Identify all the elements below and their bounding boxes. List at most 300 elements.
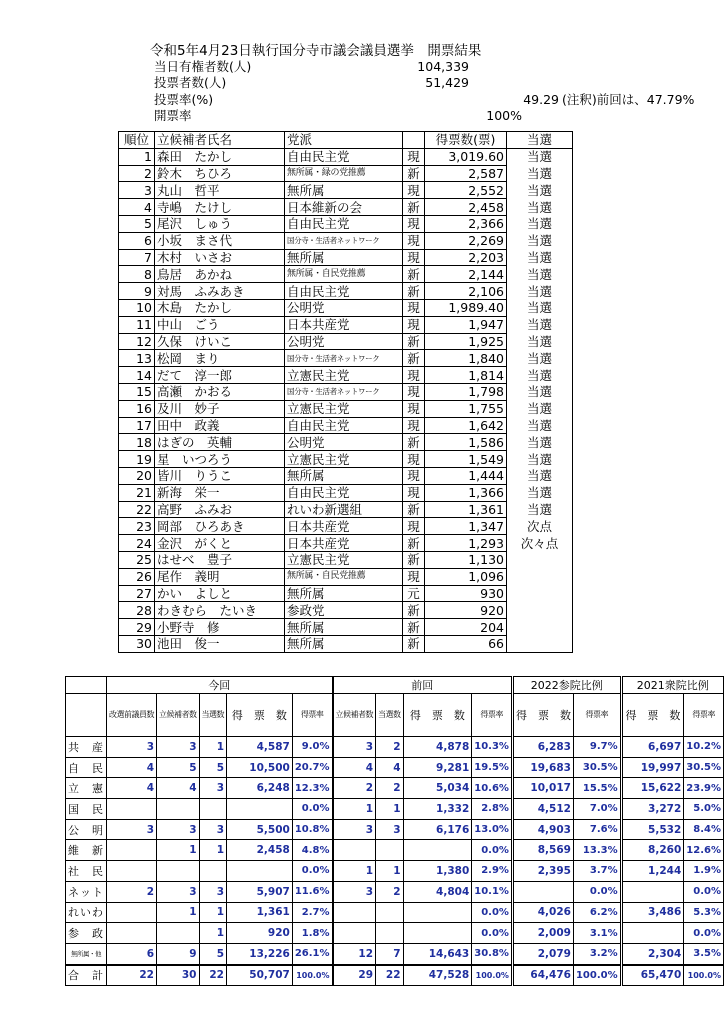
candidate-row (119, 182, 573, 199)
previous-candidates (333, 840, 376, 861)
candidate-rank: 12 (119, 333, 155, 350)
party-label: 維 新 (66, 840, 107, 861)
previous-votes: 4,878 (403, 737, 472, 758)
candidate-row (119, 400, 573, 417)
upper-2022-votes: 2,009 (512, 923, 573, 944)
current-votes: 4,587 (227, 737, 293, 758)
summary-line-voters (154, 59, 574, 75)
candidate-party: れいわ新選組 (285, 501, 403, 518)
party-label: 自 民 (66, 757, 107, 778)
sub-header-text: 得票率 (480, 710, 503, 719)
candidate-votes: 204 (425, 619, 507, 636)
upper-2022-votes: 2,395 (512, 861, 573, 882)
party-summary-row (66, 943, 724, 964)
upper-2022-rate: 7.0% (573, 799, 621, 820)
candidate-status: 現 (403, 182, 425, 199)
sub-header-text: 得票率 (692, 710, 715, 719)
candidate-votes: 2,144 (425, 266, 507, 283)
party-label: 公 明 (66, 819, 107, 840)
candidate-status: 新 (403, 551, 425, 568)
previous-vote-rate: 0.0% (472, 840, 513, 861)
current-elected (199, 799, 227, 820)
current-votes (227, 861, 293, 882)
candidate-votes: 2,552 (425, 182, 507, 199)
current-candidates: 3 (157, 881, 200, 902)
corner-cell (66, 694, 107, 737)
candidate-rank: 11 (119, 316, 155, 333)
current-votes (227, 799, 293, 820)
current-elected: 1 (199, 840, 227, 861)
candidate-status: 現 (403, 568, 425, 585)
candidate-votes: 2,587 (425, 165, 507, 182)
candidate-party: 参政党 (285, 602, 403, 619)
candidate-rank: 3 (119, 182, 155, 199)
previous-votes: 9,281 (403, 757, 472, 778)
candidate-votes: 2,366 (425, 215, 507, 232)
previous-candidates: 29 (333, 965, 376, 986)
summary-label: 当日有権者数(人) (154, 59, 252, 74)
candidate-status: 新 (403, 602, 425, 619)
previous-candidates: 3 (333, 819, 376, 840)
candidate-results-table (118, 131, 573, 653)
lower-2021-rate: 12.6% (684, 840, 724, 861)
candidate-status: 新 (403, 350, 425, 367)
candidate-name: 松岡 まり (155, 350, 285, 367)
lower-2021-votes: 2,304 (621, 943, 684, 964)
candidate-result: 当選 (507, 215, 573, 232)
report-header (0, 0, 724, 130)
candidate-rank: 2 (119, 165, 155, 182)
candidate-party: 日本共産党 (285, 535, 403, 552)
candidate-name: はせべ 豊子 (155, 551, 285, 568)
summary-line-turnout-count (154, 75, 574, 91)
lower-2021-votes: 19,997 (621, 757, 684, 778)
candidate-row (119, 417, 573, 434)
current-pre-election-seats: 22 (107, 965, 157, 986)
candidate-name: 皆川 りうこ (155, 467, 285, 484)
party-summary-row (66, 902, 724, 923)
lower-2021-rate: 8.4% (684, 819, 724, 840)
candidate-rank: 29 (119, 619, 155, 636)
candidate-row (119, 518, 573, 535)
previous-votes: 4,804 (403, 881, 472, 902)
upper-2022-rate: 15.5% (573, 778, 621, 799)
candidate-result (507, 551, 573, 568)
candidate-rank: 24 (119, 535, 155, 552)
current-votes: 50,707 (227, 965, 293, 986)
candidate-status: 現 (403, 232, 425, 249)
candidate-row (119, 367, 573, 384)
upper-2022-votes: 4,512 (512, 799, 573, 820)
candidate-row (119, 215, 573, 232)
current-vote-rate: 9.0% (292, 737, 332, 758)
previous-elected (376, 902, 404, 923)
upper-2022-votes: 10,017 (512, 778, 573, 799)
candidate-row (119, 568, 573, 585)
current-candidates: 1 (157, 840, 200, 861)
candidate-status: 現 (403, 215, 425, 232)
candidate-row (119, 585, 573, 602)
lower-2021-rate: 100.0% (684, 965, 724, 986)
candidate-rank: 16 (119, 400, 155, 417)
previous-elected (376, 840, 404, 861)
summary-label: 開票率 (154, 108, 192, 123)
previous-elected (376, 923, 404, 944)
upper-2022-rate: 9.7% (573, 737, 621, 758)
summary-note: (注釈)前回は、47.79% (562, 92, 695, 107)
candidate-row (119, 383, 573, 400)
candidate-party: 無所属 (285, 635, 403, 652)
sub-header-text: 改選前議員数 (109, 710, 154, 719)
candidate-status: 新 (403, 333, 425, 350)
candidate-result (507, 635, 573, 652)
previous-votes (403, 923, 472, 944)
current-elected: 5 (199, 943, 227, 964)
upper-2022-votes: 8,569 (512, 840, 573, 861)
current-vote-rate: 26.1% (292, 943, 332, 964)
current-candidates: 4 (157, 778, 200, 799)
previous-elected: 7 (376, 943, 404, 964)
previous-vote-rate: 100.0% (472, 965, 513, 986)
current-elected: 22 (199, 965, 227, 986)
summary-value: 104,339 (417, 59, 469, 74)
candidate-votes: 2,269 (425, 232, 507, 249)
candidate-name: 小野寺 修 (155, 619, 285, 636)
candidate-row (119, 333, 573, 350)
current-votes: 10,500 (227, 757, 293, 778)
candidate-result: 当選 (507, 182, 573, 199)
previous-candidates: 2 (333, 778, 376, 799)
sub-header-candidates (157, 694, 200, 737)
candidate-row (119, 501, 573, 518)
group-header-previous: 前回 (333, 677, 513, 694)
party-summary-row (66, 778, 724, 799)
candidate-name: 新海 栄一 (155, 484, 285, 501)
candidate-votes: 1,798 (425, 383, 507, 400)
candidate-status: 現 (403, 316, 425, 333)
candidate-status: 新 (403, 266, 425, 283)
current-vote-rate: 4.8% (292, 840, 332, 861)
sub-header-2022-rate (573, 694, 621, 737)
candidate-row (119, 316, 573, 333)
current-pre-election-seats: 6 (107, 943, 157, 964)
column-header-name: 立候補者氏名 (155, 132, 285, 149)
candidate-name: 対馬 ふみあき (155, 283, 285, 300)
candidate-name: 尾作 義明 (155, 568, 285, 585)
candidate-votes: 1,549 (425, 451, 507, 468)
candidate-status: 新 (403, 635, 425, 652)
lower-2021-rate: 0.0% (684, 881, 724, 902)
previous-votes: 14,643 (403, 943, 472, 964)
candidate-party: 立憲民主党 (285, 451, 403, 468)
sub-header-text: 得票率 (300, 710, 324, 719)
current-pre-election-seats (107, 861, 157, 882)
candidate-votes: 3,019.60 (425, 148, 507, 165)
candidate-row (119, 551, 573, 568)
candidate-result (507, 602, 573, 619)
candidate-party: 公明党 (285, 434, 403, 451)
previous-votes (403, 840, 472, 861)
candidate-row (119, 434, 573, 451)
lower-2021-votes: 8,260 (621, 840, 684, 861)
candidate-rank: 13 (119, 350, 155, 367)
candidate-name: 星 いつろう (155, 451, 285, 468)
candidate-name: 久保 けいこ (155, 333, 285, 350)
current-vote-rate: 0.0% (292, 799, 332, 820)
candidate-row (119, 484, 573, 501)
candidate-votes: 1,130 (425, 551, 507, 568)
previous-candidates: 1 (333, 799, 376, 820)
candidate-party: 日本共産党 (285, 518, 403, 535)
previous-vote-rate: 2.9% (472, 861, 513, 882)
sub-header-text: 当選数 (201, 710, 224, 719)
candidate-rank: 21 (119, 484, 155, 501)
candidate-party: 立憲民主党 (285, 551, 403, 568)
party-summary-row (66, 923, 724, 944)
candidate-party: 自由民主党 (285, 215, 403, 232)
candidate-votes: 920 (425, 602, 507, 619)
candidate-row (119, 635, 573, 652)
previous-candidates (333, 902, 376, 923)
candidate-result (507, 568, 573, 585)
current-pre-election-seats: 3 (107, 737, 157, 758)
sub-header-text: 立候補者数 (335, 710, 374, 719)
party-summary-row (66, 737, 724, 758)
summary-label: 投票者数(人) (154, 75, 227, 90)
candidate-status: 現 (403, 417, 425, 434)
candidate-row (119, 535, 573, 552)
current-pre-election-seats (107, 840, 157, 861)
party-label: 立 憲 (66, 778, 107, 799)
party-summary-table (65, 676, 724, 986)
candidate-status: 新 (403, 501, 425, 518)
previous-elected: 2 (376, 737, 404, 758)
lower-2021-votes: 15,622 (621, 778, 684, 799)
candidate-name: はぎの 英輔 (155, 434, 285, 451)
candidate-row (119, 266, 573, 283)
candidate-rank: 5 (119, 215, 155, 232)
candidate-row (119, 467, 573, 484)
current-elected: 3 (199, 819, 227, 840)
current-pre-election-seats (107, 923, 157, 944)
current-vote-rate: 20.7% (292, 757, 332, 778)
candidate-votes: 1,989.40 (425, 299, 507, 316)
group-header-2021-lower: 2021衆院比例 (621, 677, 723, 694)
candidate-rank: 27 (119, 585, 155, 602)
previous-candidates: 3 (333, 737, 376, 758)
candidate-result: 次点 (507, 518, 573, 535)
current-elected: 3 (199, 778, 227, 799)
upper-2022-rate: 6.2% (573, 902, 621, 923)
summary-line-count-rate (154, 108, 574, 124)
party-summary-row (66, 881, 724, 902)
candidate-status: 現 (403, 148, 425, 165)
lower-2021-votes: 65,470 (621, 965, 684, 986)
report-title: 令和5年4月23日執行国分寺市議会議員選挙 開票結果 (150, 43, 482, 59)
group-header-2022-upper: 2022参院比例 (512, 677, 621, 694)
sub-header-2021-rate (684, 694, 724, 737)
candidate-votes: 2,458 (425, 199, 507, 216)
previous-votes (403, 902, 472, 923)
current-pre-election-seats (107, 902, 157, 923)
candidate-name: 寺嶋 たけし (155, 199, 285, 216)
upper-2022-rate: 3.7% (573, 861, 621, 882)
candidate-name: 森田 たかし (155, 148, 285, 165)
previous-elected: 22 (376, 965, 404, 986)
candidate-party: 国分寺・生活者ネットワーク (285, 232, 403, 249)
current-vote-rate: 100.0% (292, 965, 332, 986)
previous-candidates: 4 (333, 757, 376, 778)
candidate-result (507, 619, 573, 636)
candidate-row (119, 165, 573, 182)
candidate-result: 当選 (507, 400, 573, 417)
lower-2021-votes: 1,244 (621, 861, 684, 882)
candidate-votes: 1,814 (425, 367, 507, 384)
sub-header-rate (292, 694, 332, 737)
column-header-votes: 得票数(票) (425, 132, 507, 149)
candidate-party: 無所属・自民党推薦 (285, 266, 403, 283)
candidate-result: 当選 (507, 283, 573, 300)
party-summary-row (66, 799, 724, 820)
candidate-name: 木島 たかし (155, 299, 285, 316)
sub-header-2022-votes: 得 票 数 (512, 694, 573, 737)
candidate-result: 当選 (507, 350, 573, 367)
candidate-votes: 930 (425, 585, 507, 602)
current-elected: 3 (199, 881, 227, 902)
candidate-status: 現 (403, 400, 425, 417)
party-label: 国 民 (66, 799, 107, 820)
candidate-row (119, 148, 573, 165)
lower-2021-rate: 0.0% (684, 923, 724, 944)
previous-vote-rate: 2.8% (472, 799, 513, 820)
candidate-rank: 26 (119, 568, 155, 585)
previous-vote-rate: 13.0% (472, 819, 513, 840)
candidate-result: 当選 (507, 333, 573, 350)
candidate-party: 立憲民主党 (285, 367, 403, 384)
previous-candidates: 12 (333, 943, 376, 964)
party-label: 参 政 (66, 923, 107, 944)
current-vote-rate: 12.3% (292, 778, 332, 799)
candidate-party: 公明党 (285, 299, 403, 316)
current-candidates: 1 (157, 902, 200, 923)
candidate-votes: 1,347 (425, 518, 507, 535)
upper-2022-rate: 100.0% (573, 965, 621, 986)
candidate-party: 自由民主党 (285, 417, 403, 434)
lower-2021-votes: 5,532 (621, 819, 684, 840)
candidate-votes: 1,947 (425, 316, 507, 333)
candidate-row (119, 451, 573, 468)
candidate-party: 自由民主党 (285, 148, 403, 165)
candidate-status: 現 (403, 299, 425, 316)
upper-2022-votes (512, 881, 573, 902)
lower-2021-votes: 3,486 (621, 902, 684, 923)
sub-header-text: 得票率 (585, 710, 609, 719)
upper-2022-votes: 2,079 (512, 943, 573, 964)
candidate-votes: 1,840 (425, 350, 507, 367)
current-elected: 1 (199, 737, 227, 758)
candidate-result: 当選 (507, 148, 573, 165)
current-candidates: 5 (157, 757, 200, 778)
current-pre-election-seats: 3 (107, 819, 157, 840)
candidate-votes: 2,106 (425, 283, 507, 300)
lower-2021-rate: 30.5% (684, 757, 724, 778)
candidate-status: 新 (403, 199, 425, 216)
current-votes: 2,458 (227, 840, 293, 861)
candidate-party: 自由民主党 (285, 484, 403, 501)
candidate-name: 田中 政義 (155, 417, 285, 434)
candidate-status: 元 (403, 585, 425, 602)
candidate-result: 当選 (507, 299, 573, 316)
candidate-result (507, 585, 573, 602)
candidate-party: 国分寺・生活者ネットワーク (285, 383, 403, 400)
candidate-name: だて 淳一郎 (155, 367, 285, 384)
column-header-status (403, 132, 425, 149)
current-pre-election-seats: 4 (107, 757, 157, 778)
current-candidates (157, 861, 200, 882)
party-summary-row (66, 840, 724, 861)
previous-votes: 47,528 (403, 965, 472, 986)
candidate-name: 池田 俊一 (155, 635, 285, 652)
candidate-name: 小坂 まさ代 (155, 232, 285, 249)
previous-vote-rate: 19.5% (472, 757, 513, 778)
previous-elected: 1 (376, 799, 404, 820)
party-summary-row (66, 965, 724, 986)
sub-header-prev-rate (472, 694, 513, 737)
previous-votes: 5,034 (403, 778, 472, 799)
candidate-party: 無所属・緑の党推薦 (285, 165, 403, 182)
party-label: 合 計 (66, 965, 107, 986)
upper-2022-votes: 19,683 (512, 757, 573, 778)
lower-2021-rate: 23.9% (684, 778, 724, 799)
previous-vote-rate: 0.0% (472, 923, 513, 944)
party-summary-row (66, 819, 724, 840)
candidate-status: 現 (403, 451, 425, 468)
upper-2022-rate: 3.1% (573, 923, 621, 944)
candidate-row (119, 299, 573, 316)
current-votes: 13,226 (227, 943, 293, 964)
candidate-status: 現 (403, 367, 425, 384)
previous-votes: 1,380 (403, 861, 472, 882)
candidate-result: 当選 (507, 484, 573, 501)
lower-2021-votes: 3,272 (621, 799, 684, 820)
previous-vote-rate: 30.8% (472, 943, 513, 964)
candidate-result: 当選 (507, 165, 573, 182)
current-candidates: 30 (157, 965, 200, 986)
current-candidates (157, 923, 200, 944)
candidate-rank: 19 (119, 451, 155, 468)
candidate-votes: 66 (425, 635, 507, 652)
candidate-status: 新 (403, 619, 425, 636)
corner-cell (66, 677, 107, 694)
candidate-rank: 7 (119, 249, 155, 266)
candidate-result: 当選 (507, 501, 573, 518)
candidate-status: 現 (403, 467, 425, 484)
candidate-name: 鈴木 ちひろ (155, 165, 285, 182)
candidate-rank: 15 (119, 383, 155, 400)
current-pre-election-seats: 4 (107, 778, 157, 799)
previous-elected: 2 (376, 881, 404, 902)
candidate-result: 当選 (507, 467, 573, 484)
candidate-party: 無所属 (285, 249, 403, 266)
upper-2022-votes: 64,476 (512, 965, 573, 986)
previous-elected: 2 (376, 778, 404, 799)
current-votes: 5,907 (227, 881, 293, 902)
candidate-rank: 22 (119, 501, 155, 518)
candidate-name: 岡部 ひろあき (155, 518, 285, 535)
candidate-name: わきむら たいき (155, 602, 285, 619)
candidate-row (119, 249, 573, 266)
sub-header-prev-candidates (333, 694, 376, 737)
